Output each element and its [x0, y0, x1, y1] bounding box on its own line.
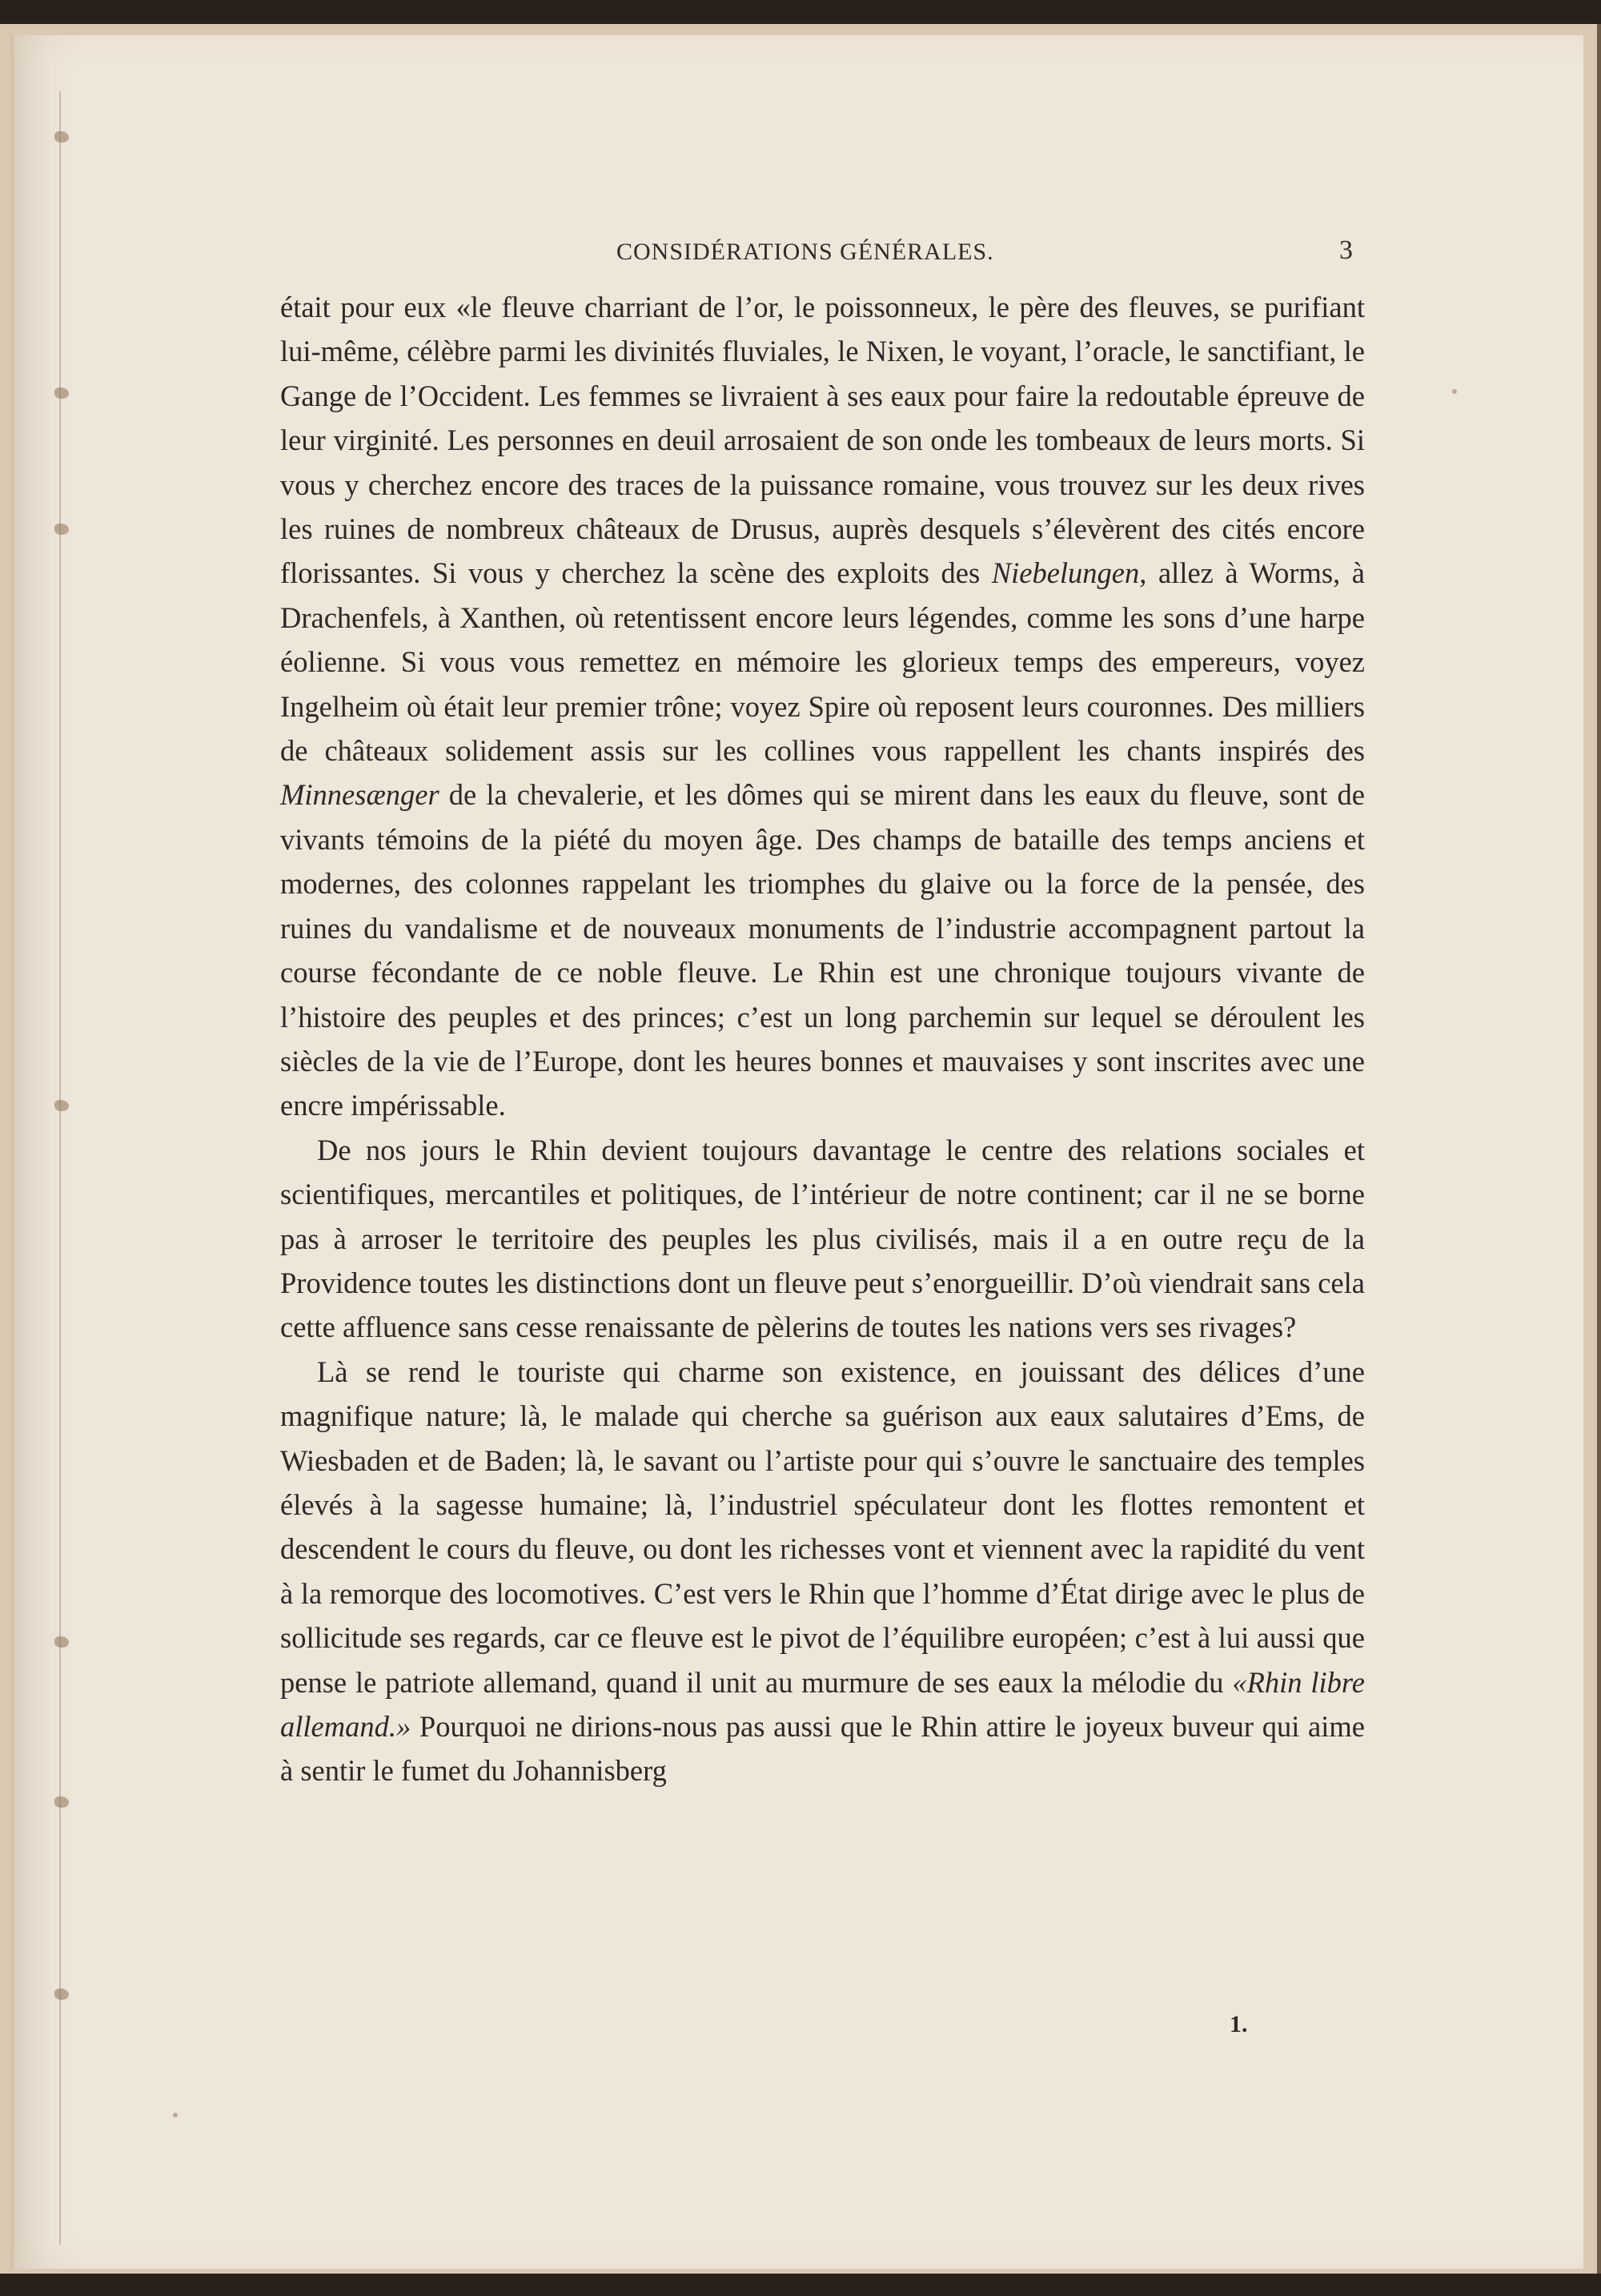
- binding-stitch-mark: [54, 131, 69, 142]
- paper-fleck: [1452, 389, 1457, 394]
- text-run: Là se rend le touriste qui charme son existence, en jouissant des délices d’une magnifique nature; là, le malade qui cherche sa guérison aux eaux salutaires d’Ems, de Wiesbaden et de Baden; là, le savant ou l’artiste pour qui s’ouvre le sanctuaire des temples élevés à la sagesse humaine; là, l’industriel spéculateur dont les flottes remontent et descendent le cours du fleuve, ou dont les richesses vont et viennent avec la rapidité du vent à la remorque des locomotives. C’est vers le Rhin que l’homme d’État dirige avec le plus de sollicitude ses regards, car ce fleuve est le pivot de l’équilibre européen; c’est à lui aussi que pense le patriote allemand, quand il unit au murmure de ses eaux la mélodie du: [280, 1355, 1365, 1699]
- body-text: [280, 285, 1365, 1793]
- gutter-crease: [59, 91, 61, 2245]
- paragraph: [280, 1350, 1365, 1793]
- binding-stitch-mark: [54, 1636, 69, 1648]
- binding-stitch-mark: [54, 387, 69, 399]
- page-number: 3: [1339, 235, 1353, 265]
- text-run: Pourquoi ne dirions-nous pas aussi que le Rhin attire le joyeux buveur qui aime à sentir le fumet du Johannisberg: [280, 1710, 1365, 1788]
- running-title: CONSIDÉRATIONS GÉNÉRALES.: [616, 239, 994, 265]
- text-run: De nos jours le Rhin devient toujours davantage le centre des relations sociales et scientifiques, mercantiles et politiques, de l’intérieur de notre continent; car il ne se borne pas à arroser le territoire des peuples les plus civilisés, mais il a en outre reçu de la Providence toutes les distinctions dont un fleuve peut s’enorgueillir. D’où viendrait sans cela cette affluence sans cesse renaissante de pèlerins de toutes les nations vers ses rivages?: [280, 1133, 1365, 1344]
- binding-stitch-mark: [54, 524, 69, 535]
- paragraph: [280, 285, 1365, 1128]
- paper-fleck: [173, 2113, 178, 2117]
- text-run: était pour eux «le fleuve charriant de l’or, le poissonneux, le père des fleuves, se purifiant lui-même, célèbre parmi les divinités fluviales, le Nixen, le voyant, l’oracle, le sanctifiant, le Gange de l’Occident. Les femmes se livraient à ses eaux pour faire la redoutable épreuve de leur virginité. Les personnes en deuil arrosaient de son onde les tombeaux de leurs morts. Si vous y cherchez encore des traces de la puissance romaine, vous trouvez sur les deux rives les ruines de nombreux châteaux de Drusus, auprès desquels s’élevèrent des cités encore florissantes. Si vous y cherchez la scène des exploits des: [280, 291, 1365, 590]
- paragraph: [280, 1128, 1365, 1350]
- binding-stitch-mark: [54, 1989, 69, 2000]
- text-run: de la chevalerie, et les dômes qui se mirent dans les eaux du fleuve, sont de vivants témoins de la piété du moyen âge. Des champs de bataille des temps anciens et modernes, des colonnes rappelant les triomphes du glaive ou la force de la pensée, des ruines du vandalisme et de nouveaux monuments de l’industrie accompagnent partout la course fécondante de ce noble fleuve. Le Rhin est une chronique toujours vivante de l’histoire des peuples et des princes; c’est un long parchemin sur lequel se déroulent les siècles de la vie de l’Europe, dont les heures bonnes et mauvaises y sont inscrites avec une encre impérissable.: [280, 778, 1365, 1122]
- binding-stitch-mark: [54, 1796, 69, 1808]
- page-header: [280, 235, 1353, 275]
- italic-run: «Rhin libre allemand.»: [280, 1665, 1365, 1743]
- italic-run: Niebelungen,: [991, 556, 1147, 590]
- italic-run: Minnesænger: [280, 778, 439, 812]
- text-run: allez à Worms, à Drachenfels, à Xanthen, où retentissent encore leurs légendes, comme les sons d’une harpe éolienne. Si vous vous remettez en mémoire les glorieux temps des empereurs, voyez Ingelheim où était leur premier trône; voyez Spire où reposent leurs couronnes. Des milliers de châteaux solidement assis sur les collines vous rappellent les chants inspirés des: [280, 556, 1365, 768]
- signature-mark: 1.: [1230, 2011, 1248, 2037]
- binding-stitch-mark: [54, 1100, 69, 1111]
